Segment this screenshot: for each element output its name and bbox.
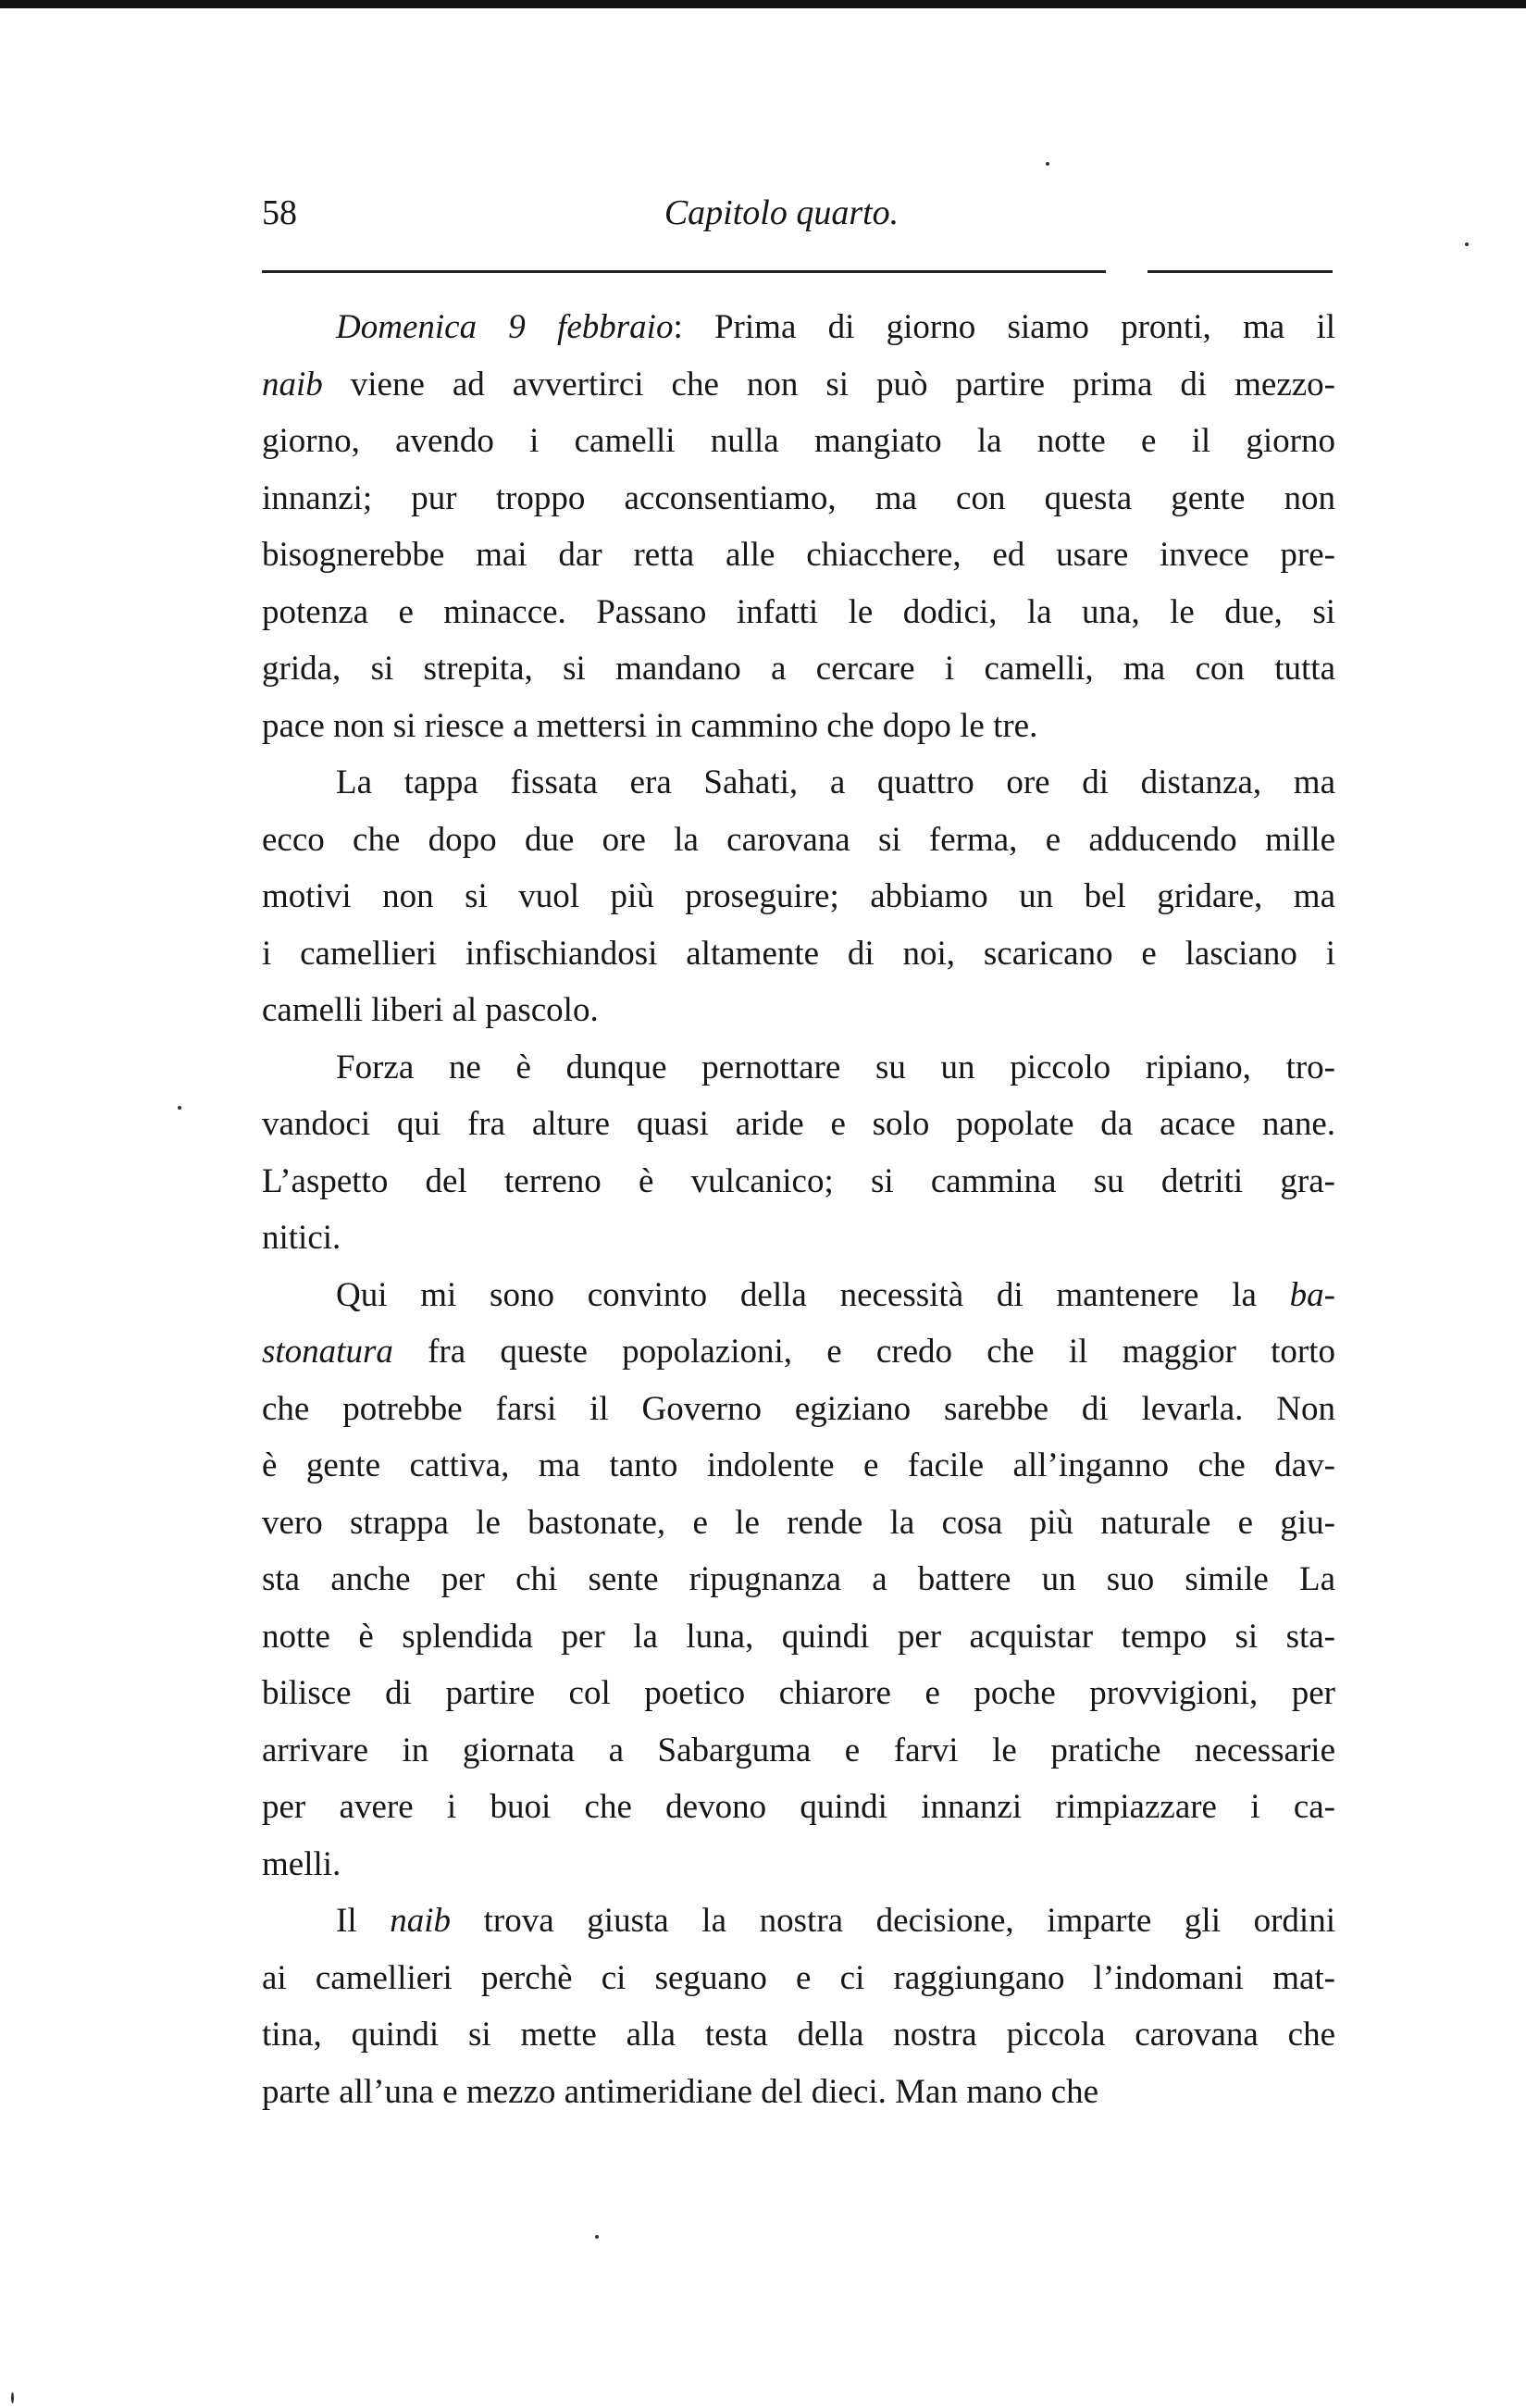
text-run: : Prima di giorno siamo pronti, ma il	[673, 308, 1335, 346]
text-run: bilisce di partire col poetico chiarore e poche provvigioni, per	[262, 1674, 1335, 1712]
text-line	[262, 1267, 1335, 1324]
text-line	[262, 982, 1335, 1039]
text-run: pace non si riesce a mettersi in cammino che dopo le tre.	[262, 706, 1038, 745]
text-run: i camellieri infischiandosi altamente di noi, scaricano e lasciano i	[262, 934, 1335, 973]
text-run: fra queste popolazioni, e credo che il maggior torto	[392, 1333, 1335, 1371]
paragraph	[262, 299, 1335, 754]
text-line	[262, 925, 1335, 983]
text-line	[262, 1323, 1335, 1381]
text-run: parte all’una e mezzo antimeridiane del dieci. Man mano che	[262, 2072, 1099, 2111]
scan-speck	[11, 2392, 14, 2403]
text-run: L’aspetto del terreno è vulcanico; si cammina su detriti gra-	[262, 1161, 1335, 1200]
text-line	[262, 1153, 1335, 1210]
text-line	[262, 413, 1335, 470]
text-line	[262, 1893, 1335, 1950]
text-line	[262, 527, 1335, 584]
text-run: potenza e minacce. Passano infatti le dodici, la una, le due, si	[262, 592, 1335, 631]
text-line	[262, 698, 1335, 755]
text-run: giorno, avendo i camelli nulla mangiato la notte e il giorno	[262, 422, 1335, 460]
italic-text: ba-	[1289, 1275, 1335, 1314]
text-line	[262, 470, 1335, 528]
text-line	[262, 1210, 1335, 1267]
text-run: vero strappa le bastonate, e le rende la cosa più naturale e giu-	[262, 1503, 1335, 1542]
scan-top-border	[0, 0, 1526, 8]
italic-text: Domenica 9 febbraio	[336, 308, 674, 346]
text-run: melli.	[262, 1844, 341, 1883]
header-rule-right	[1148, 270, 1333, 273]
scan-speck	[178, 1106, 181, 1110]
running-title: Capitolo quarto.	[664, 193, 899, 232]
scan-speck	[595, 2235, 599, 2239]
paragraph	[262, 1039, 1335, 1267]
text-run: notte è splendida per la luna, quindi per acquistar tempo si sta-	[262, 1617, 1335, 1656]
text-line	[262, 2064, 1335, 2121]
text-line	[262, 1039, 1335, 1097]
italic-text: naib	[262, 365, 323, 403]
italic-text: stonatura	[262, 1333, 393, 1371]
text-line	[262, 1495, 1335, 1552]
text-run: La tappa fissata era Sahati, a quattro ore di distanza, ma	[336, 763, 1335, 801]
text-run: nitici.	[262, 1219, 341, 1257]
text-line	[262, 356, 1335, 414]
page-number: 58	[262, 193, 297, 232]
text-line	[262, 1381, 1335, 1438]
text-line	[262, 1665, 1335, 1722]
text-line	[262, 299, 1335, 356]
text-line	[262, 754, 1335, 812]
page-body	[262, 299, 1335, 2120]
text-line	[262, 1551, 1335, 1608]
text-line	[262, 868, 1335, 925]
text-line	[262, 812, 1335, 869]
text-run: è gente cattiva, ma tanto indolente e facile all’inganno che dav-	[262, 1446, 1335, 1484]
paragraph	[262, 1893, 1335, 2120]
text-run: tina, quindi si mette alla testa della nostra piccola carovana che	[262, 2016, 1335, 2054]
text-run: vandoci qui fra alture quasi aride e solo popolate da acace nane.	[262, 1105, 1335, 1143]
scan-speck	[1465, 242, 1469, 246]
text-run: Forza ne è dunque pernottare su un piccolo ripiano, tro-	[336, 1048, 1335, 1086]
text-run: trova giusta la nostra decisione, imparte gli ordini	[451, 1902, 1335, 1940]
text-run: camelli liberi al pascolo.	[262, 991, 599, 1029]
text-line	[262, 1836, 1335, 1893]
text-line	[262, 640, 1335, 698]
text-run: grida, si strepita, si mandano a cercare i camelli, ma con tutta	[262, 650, 1335, 688]
scan-speck	[1046, 162, 1049, 166]
text-run: Qui mi sono convinto della necessità di mantenere la	[336, 1275, 1290, 1314]
header-rule	[262, 270, 1106, 273]
text-run: sta anche per chi sente ripugnanza a battere un suo simile La	[262, 1560, 1335, 1598]
text-line	[262, 2006, 1335, 2064]
text-run: ecco che dopo due ore la carovana si ferma, e adducendo mille	[262, 820, 1335, 859]
text-run: innanzi; pur troppo acconsentiamo, ma con questa gente non	[262, 478, 1335, 517]
text-run: viene ad avvertirci che non si può partire prima di mezzo-	[322, 365, 1335, 403]
text-line	[262, 1779, 1335, 1836]
text-line	[262, 1722, 1335, 1780]
text-line	[262, 1096, 1335, 1153]
paragraph	[262, 754, 1335, 1039]
text-run: che potrebbe farsi il Governo egiziano sarebbe di levarla. Non	[262, 1389, 1335, 1428]
text-line	[262, 1608, 1335, 1666]
text-line	[262, 584, 1335, 641]
text-run: arrivare in giornata a Sabarguma e farvi le pratiche necessarie	[262, 1731, 1335, 1769]
paragraph	[262, 1267, 1335, 1893]
italic-text: naib	[390, 1902, 452, 1940]
text-run: ai camellieri perchè ci seguano e ci raggiungano l’indomani mat-	[262, 1958, 1335, 1997]
text-line	[262, 1437, 1335, 1495]
text-line	[262, 1950, 1335, 2007]
text-run: per avere i buoi che devono quindi innanzi rimpiazzare i ca-	[262, 1788, 1335, 1826]
text-run: bisognerebbe mai dar retta alle chiacchere, ed usare invece pre-	[262, 536, 1335, 574]
text-run: motivi non si vuol più proseguire; abbiamo un bel gridare, ma	[262, 877, 1335, 915]
text-run: Il	[336, 1902, 391, 1940]
